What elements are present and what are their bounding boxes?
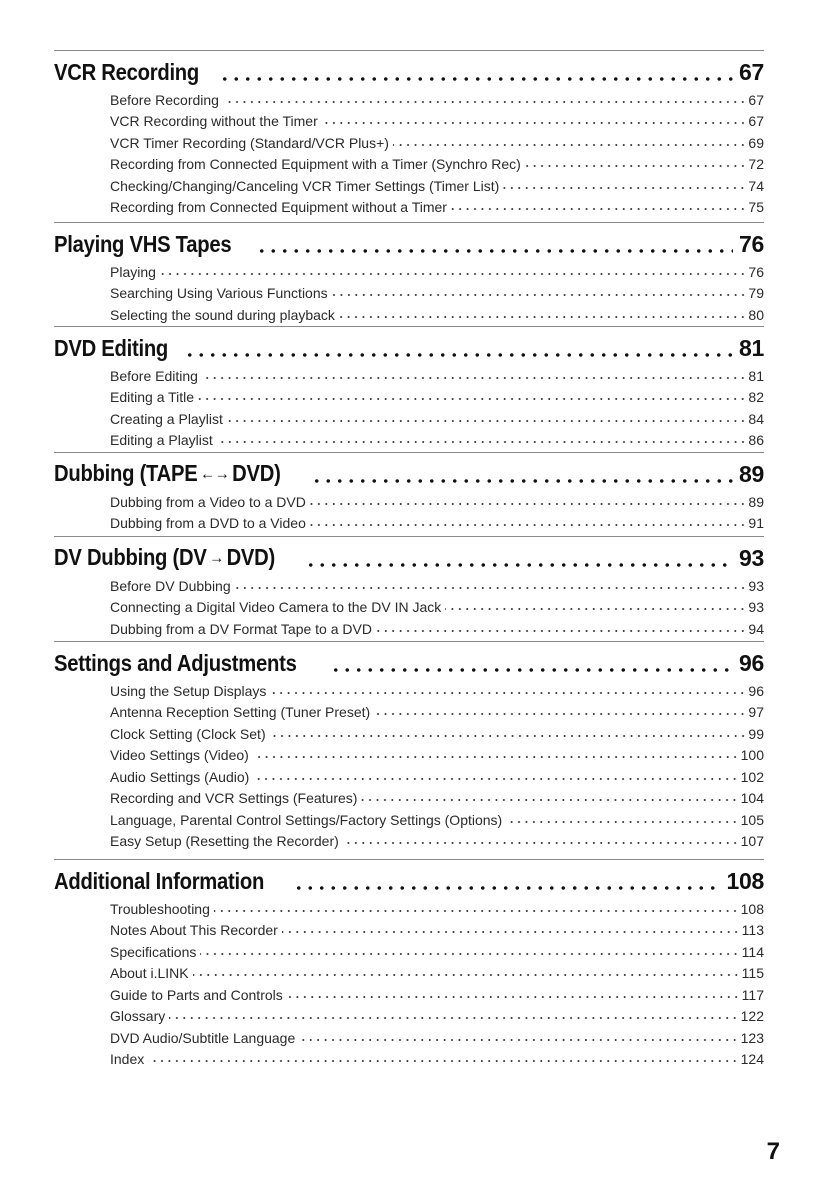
- dot-leader: [219, 60, 733, 82]
- entry-page-number: 67: [748, 91, 764, 108]
- dot-leader: [445, 606, 746, 612]
- toc-entry[interactable]: [110, 595, 764, 617]
- section-page-number: 93: [739, 545, 764, 571]
- entry-page-number: 96: [748, 682, 764, 699]
- entry-title: Glossary: [110, 1008, 166, 1024]
- entry-title: Searching Using Various Functions: [110, 285, 328, 301]
- arrow-icon: ←→: [200, 464, 230, 483]
- dot-leader: [343, 840, 739, 846]
- section-page-number: 108: [726, 868, 764, 894]
- entry-title: VCR Recording without the Timer: [110, 113, 318, 129]
- toc-entry[interactable]: [110, 982, 764, 1004]
- dot-leader: [503, 185, 746, 191]
- entry-page-number: 108: [740, 900, 764, 917]
- toc-entry[interactable]: [110, 616, 764, 638]
- toc-section: [54, 222, 764, 324]
- toc-entry[interactable]: [110, 281, 764, 303]
- toc-entry[interactable]: [110, 721, 764, 743]
- entry-title: Dubbing from a Video to a DVD: [110, 493, 306, 510]
- entry-page-number: 122: [740, 1008, 764, 1024]
- entry-list: [110, 896, 764, 1068]
- section-title: DVD Editing: [54, 335, 169, 361]
- entry-page-number: 104: [740, 790, 764, 806]
- dot-leader: [299, 1037, 738, 1043]
- dot-leader: [223, 99, 746, 105]
- dot-leader: [287, 994, 740, 1000]
- entry-page-number: 123: [740, 1029, 764, 1046]
- section-title: VCR Recording: [54, 59, 200, 85]
- entry-title: Editing a Title: [110, 389, 195, 405]
- dot-leader: [393, 142, 746, 148]
- toc-entry[interactable]: [110, 743, 764, 765]
- entry-page-number: 99: [748, 725, 764, 742]
- entry-title: Clock Setting (Clock Set): [110, 725, 266, 742]
- entry-title: Using the Setup Displays: [110, 682, 267, 699]
- dot-leader: [253, 754, 739, 760]
- dot-leader: [200, 951, 739, 957]
- entry-title: Dubbing from a DVD to a Video: [110, 515, 306, 531]
- section-divider: [54, 452, 764, 453]
- entry-page-number: 107: [740, 833, 764, 849]
- toc-entry[interactable]: [110, 896, 764, 918]
- entry-title: Easy Setup (Resetting the Recorder): [110, 833, 339, 849]
- toc-section: [54, 641, 764, 850]
- entry-page-number: 80: [748, 306, 764, 323]
- dot-leader: [198, 396, 746, 402]
- entry-title: Before DV Dubbing: [110, 577, 231, 594]
- entry-page-number: 81: [748, 367, 764, 384]
- section-heading[interactable]: [54, 331, 764, 361]
- toc-entry[interactable]: [110, 786, 764, 808]
- section-title-part: DVD): [232, 460, 281, 486]
- entry-page-number: 93: [748, 577, 764, 594]
- toc-entry[interactable]: [110, 109, 764, 131]
- dot-leader: [322, 120, 747, 126]
- entry-title: Before Editing: [110, 367, 198, 384]
- entry-page-number: 89: [748, 493, 764, 510]
- dot-leader: [227, 418, 747, 424]
- toc-section: [54, 326, 764, 449]
- toc-entry[interactable]: [110, 764, 764, 786]
- section-divider: [54, 641, 764, 642]
- entry-page-number: 86: [748, 432, 764, 448]
- toc-entry[interactable]: [110, 302, 764, 324]
- entry-title: Troubleshooting: [110, 900, 210, 917]
- entry-list: [110, 87, 764, 216]
- toc-entry[interactable]: [110, 829, 764, 851]
- entry-title: Guide to Parts and Controls: [110, 986, 283, 1003]
- dot-leader: [310, 501, 747, 507]
- entry-page-number: 117: [741, 986, 764, 1003]
- dot-leader: [374, 711, 746, 717]
- dot-leader: [376, 628, 746, 634]
- entry-title: Creating a Playlist: [110, 410, 223, 427]
- entry-page-number: 100: [740, 747, 764, 763]
- toc-entry[interactable]: [110, 918, 764, 940]
- entry-list: [110, 489, 764, 532]
- dot-leader: [305, 546, 733, 568]
- toc-entry[interactable]: [110, 1025, 764, 1047]
- entry-page-number: 97: [748, 704, 764, 720]
- entry-page-number: 91: [748, 515, 764, 531]
- toc-entry[interactable]: [110, 573, 764, 595]
- entry-title: Notes About This Recorder: [110, 922, 278, 938]
- dot-leader: [169, 1015, 738, 1021]
- entry-title: Selecting the sound during playback: [110, 306, 335, 323]
- arrow-icon: →: [209, 548, 224, 567]
- section-title-part: Dubbing (TAPE: [54, 460, 198, 486]
- toc-entry[interactable]: [110, 259, 764, 281]
- toc-section: [54, 452, 764, 532]
- section-title: [54, 544, 275, 571]
- section-title: [54, 460, 281, 487]
- dot-leader: [293, 869, 721, 891]
- section-title: Additional Information: [54, 868, 265, 894]
- section-heading[interactable]: [54, 457, 764, 487]
- entry-list: [110, 259, 764, 324]
- toc-entry[interactable]: [110, 87, 764, 109]
- toc-section: [54, 536, 764, 638]
- entry-title: Recording from Connected Equipment with a Timer (Synchro Rec): [110, 156, 521, 172]
- dot-leader: [332, 292, 747, 298]
- dot-leader: [184, 336, 733, 358]
- entry-page-number: 79: [748, 285, 764, 301]
- entry-page-number: 102: [740, 768, 764, 785]
- entry-page-number: 115: [741, 965, 764, 981]
- entry-title: Index: [110, 1051, 145, 1067]
- dot-leader: [217, 439, 747, 445]
- entry-title: Dubbing from a DV Format Tape to a DVD: [110, 620, 372, 637]
- toc-entry[interactable]: [110, 428, 764, 450]
- toc-entry[interactable]: [110, 1004, 764, 1026]
- toc-entry[interactable]: [110, 130, 764, 152]
- dot-leader: [148, 1058, 738, 1064]
- section-page-number: 89: [739, 461, 764, 487]
- toc-entry[interactable]: [110, 939, 764, 961]
- section-page-number: 67: [739, 59, 764, 85]
- toc-entry[interactable]: [110, 807, 764, 829]
- section-title: Playing VHS Tapes: [54, 231, 232, 257]
- section-divider: [54, 536, 764, 537]
- dot-leader: [160, 271, 747, 277]
- section-title-part: DV Dubbing (DV: [54, 544, 207, 570]
- entry-list: [110, 573, 764, 638]
- entry-title: DVD Audio/Subtitle Language: [110, 1029, 296, 1046]
- entry-title: Audio Settings (Audio): [110, 768, 250, 785]
- section-heading[interactable]: [54, 646, 764, 676]
- section-page-number: 76: [739, 231, 764, 257]
- dot-leader: [270, 733, 747, 739]
- section-page-number: 81: [739, 335, 764, 361]
- dot-leader: [202, 375, 746, 381]
- entry-page-number: 114: [741, 943, 764, 960]
- entry-title: About i.LINK: [110, 965, 189, 981]
- dot-leader: [270, 690, 746, 696]
- dot-leader: [256, 232, 733, 254]
- section-title-part: DVD): [226, 544, 275, 570]
- dot-leader: [339, 314, 746, 320]
- entry-page-number: 124: [740, 1051, 764, 1067]
- entry-page-number: 72: [748, 156, 764, 172]
- entry-title: Checking/Changing/Canceling VCR Timer Settings (Timer List): [110, 177, 500, 194]
- toc-entry[interactable]: [110, 678, 764, 700]
- dot-leader: [506, 819, 738, 825]
- entry-title: Before Recording: [110, 91, 219, 108]
- entry-page-number: 74: [748, 177, 764, 194]
- section-page-number: 96: [739, 650, 764, 676]
- dot-leader: [193, 972, 740, 978]
- section-divider: [54, 222, 764, 223]
- toc-entry[interactable]: [110, 1047, 764, 1069]
- entry-page-number: 69: [748, 134, 764, 151]
- toc-section: [54, 859, 764, 1068]
- entry-title: Specifications: [110, 943, 197, 960]
- toc-entry[interactable]: [110, 489, 764, 511]
- entry-page-number: 113: [741, 922, 764, 938]
- entry-list: [110, 363, 764, 449]
- section-heading[interactable]: [54, 55, 764, 85]
- toc-entry[interactable]: [110, 152, 764, 174]
- entry-title: Video Settings (Video): [110, 747, 249, 763]
- toc-entry[interactable]: [110, 173, 764, 195]
- toc-entry[interactable]: [110, 961, 764, 983]
- dot-leader: [235, 585, 747, 591]
- entry-page-number: 75: [748, 199, 764, 215]
- entry-page-number: 105: [740, 811, 764, 828]
- dot-leader: [310, 522, 747, 528]
- dot-leader: [525, 163, 747, 169]
- entry-title: VCR Timer Recording (Standard/VCR Plus+): [110, 134, 389, 151]
- entry-list: [110, 678, 764, 850]
- entry-title: Playing: [110, 263, 156, 280]
- toc-entry[interactable]: [110, 511, 764, 533]
- section-divider: [54, 326, 764, 327]
- dot-leader: [311, 462, 733, 484]
- toc-entry[interactable]: [110, 363, 764, 385]
- toc-entry[interactable]: [110, 406, 764, 428]
- toc-section: [54, 50, 764, 216]
- entry-title: Recording from Connected Equipment without a Timer: [110, 199, 447, 215]
- section-divider: [54, 50, 764, 51]
- dot-leader: [330, 651, 733, 673]
- entry-page-number: 76: [748, 263, 764, 280]
- dot-leader: [451, 206, 746, 212]
- entry-page-number: 93: [748, 599, 764, 615]
- entry-title: Connecting a Digital Video Camera to the DV IN Jack: [110, 599, 442, 615]
- section-heading[interactable]: [54, 864, 764, 894]
- dot-leader: [253, 776, 738, 782]
- dot-leader: [282, 929, 740, 935]
- page-number: 7: [766, 1138, 780, 1165]
- dot-leader: [361, 797, 738, 803]
- section-divider: [54, 859, 764, 860]
- entry-title: Language, Parental Control Settings/Factory Settings (Options): [110, 811, 503, 828]
- entry-title: Antenna Reception Setting (Tuner Preset): [110, 704, 371, 720]
- section-heading[interactable]: [54, 227, 764, 257]
- toc-entry[interactable]: [110, 195, 764, 217]
- toc-entry[interactable]: [110, 385, 764, 407]
- toc-entry[interactable]: [110, 700, 764, 722]
- entry-page-number: 82: [748, 389, 764, 405]
- entry-page-number: 84: [748, 410, 764, 427]
- dot-leader: [214, 908, 739, 914]
- entry-title: Recording and VCR Settings (Features): [110, 790, 358, 806]
- entry-page-number: 94: [748, 620, 764, 637]
- section-title: Settings and Adjustments: [54, 650, 297, 676]
- entry-title: Editing a Playlist: [110, 432, 213, 448]
- section-heading[interactable]: [54, 541, 764, 571]
- entry-page-number: 67: [748, 113, 764, 129]
